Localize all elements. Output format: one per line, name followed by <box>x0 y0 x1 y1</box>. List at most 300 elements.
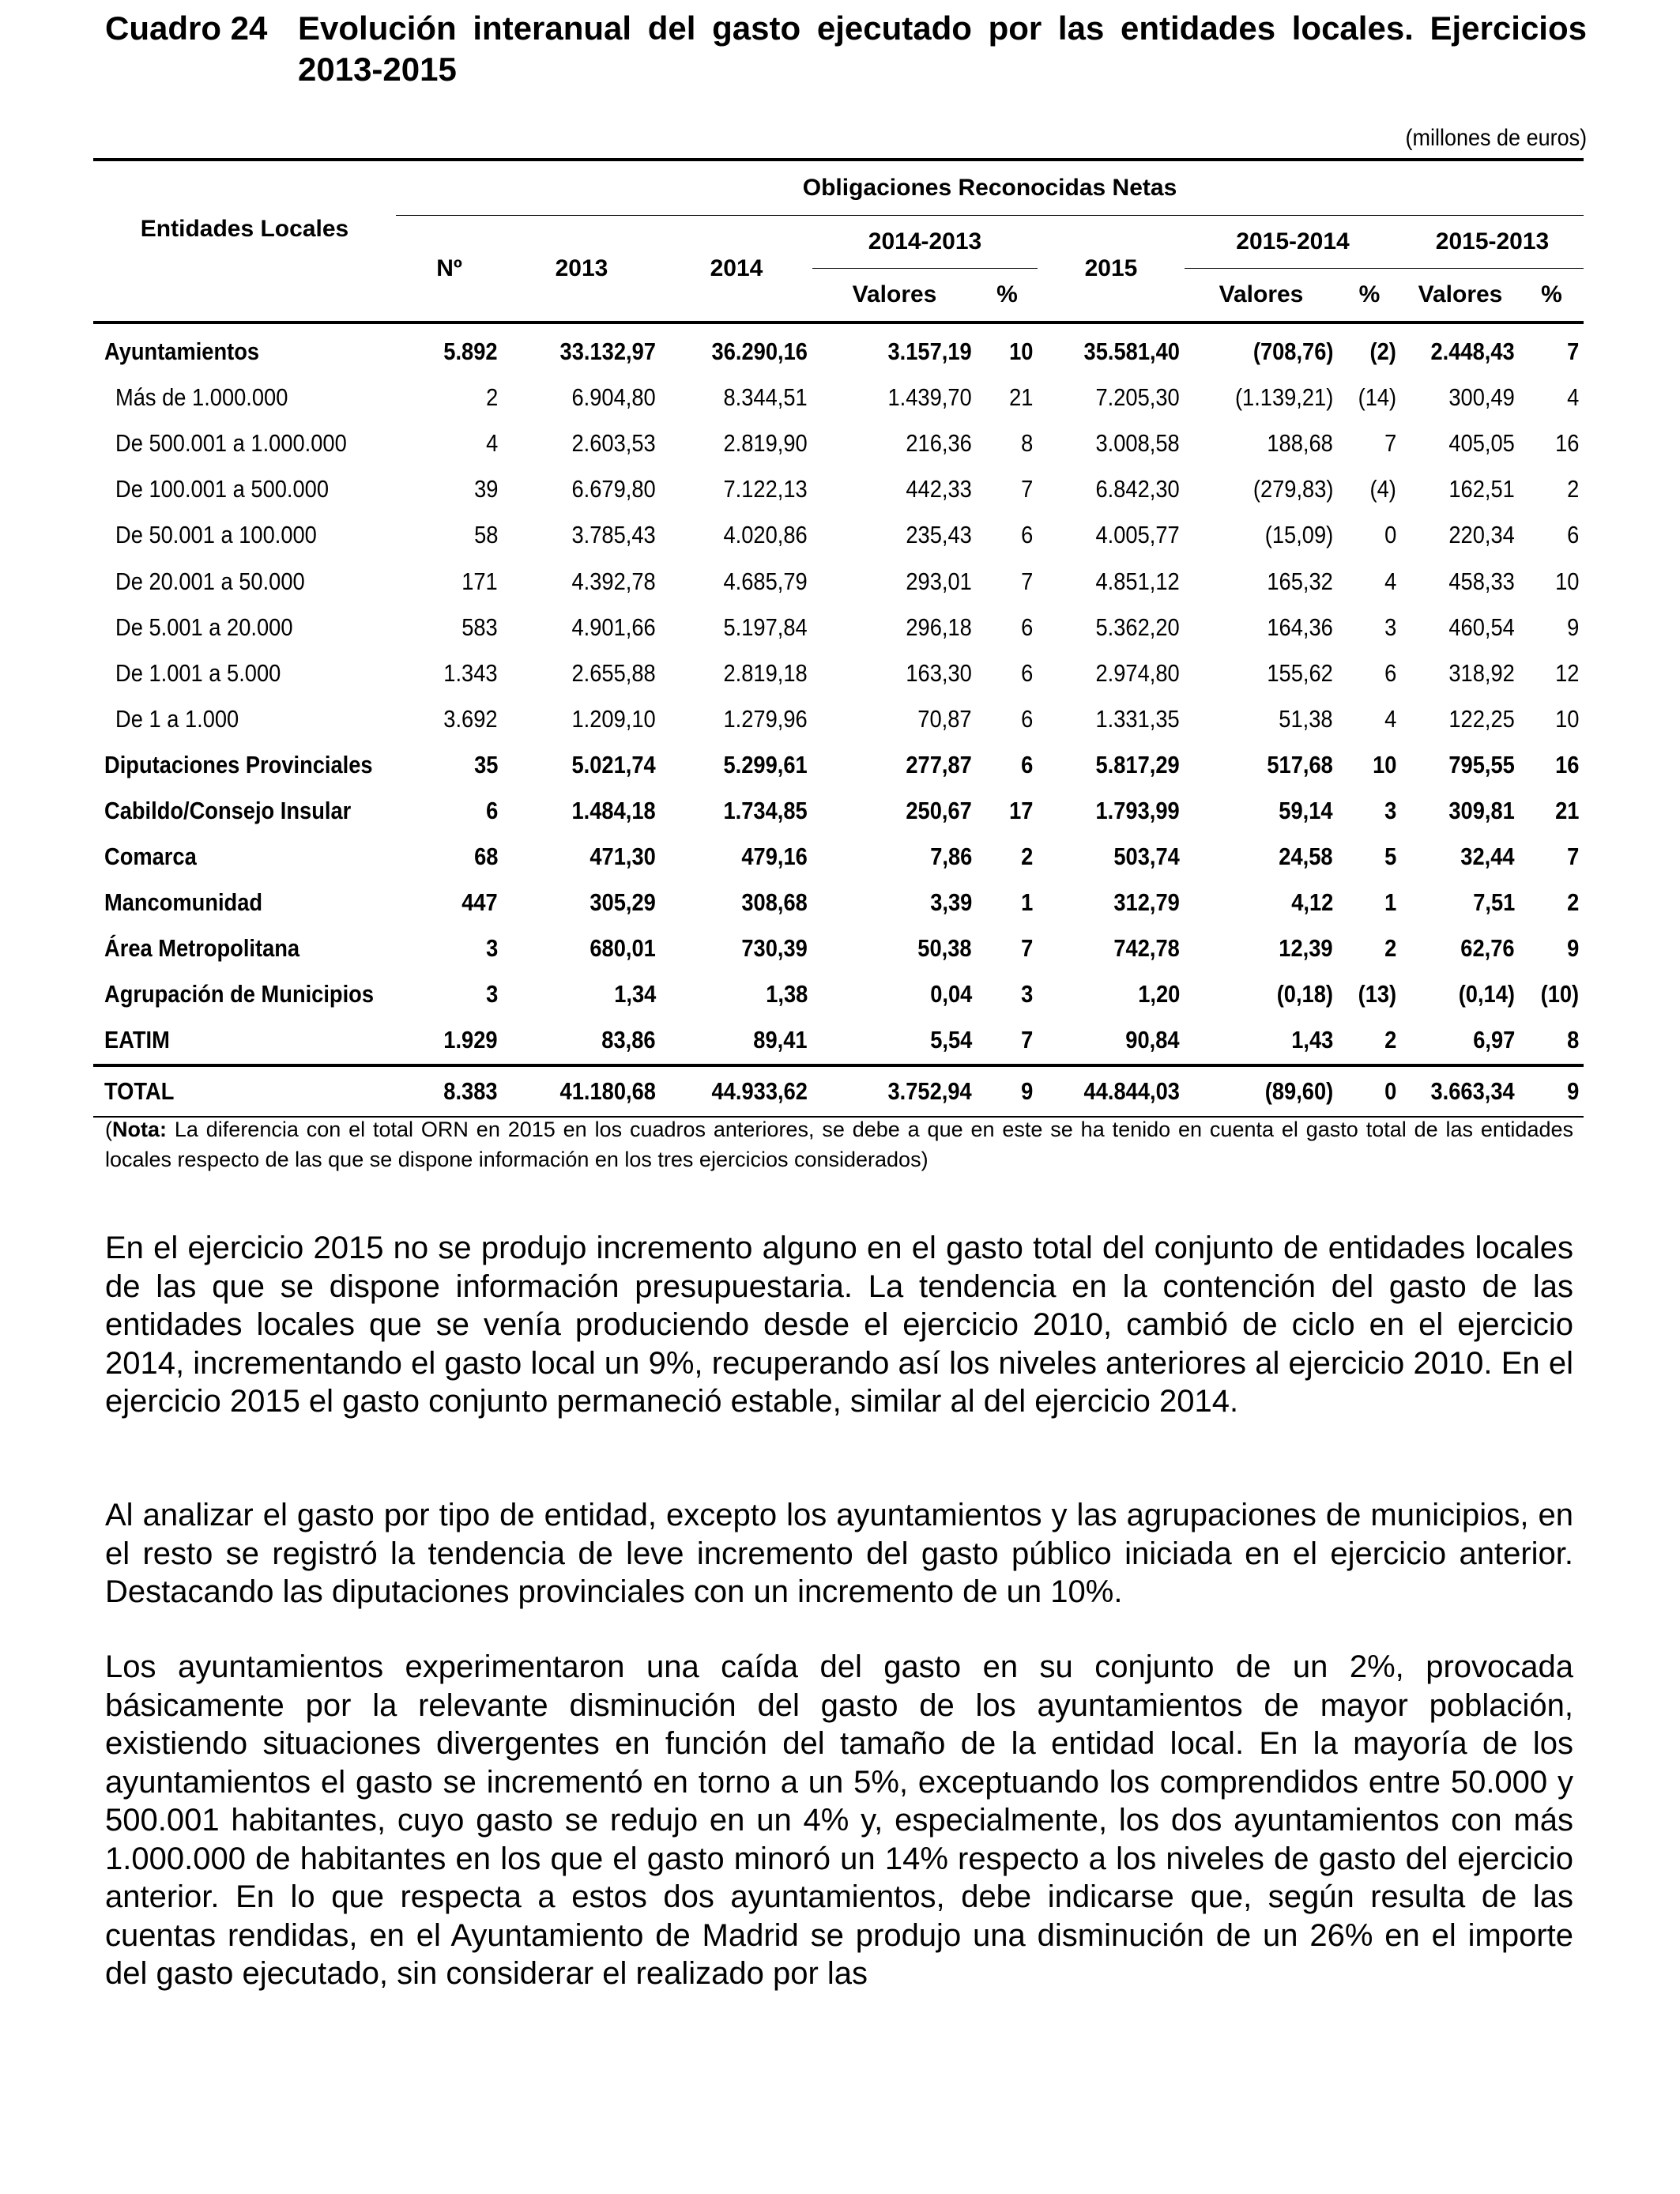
cell-n <box>396 375 503 420</box>
cell-p1 <box>977 971 1038 1017</box>
row-entity-name <box>93 466 396 512</box>
header-diff-2014-2013: 2014-2013 <box>812 216 1038 269</box>
cell-value: (0,14) <box>1458 980 1515 1008</box>
table-row <box>93 466 1584 512</box>
cell-value: 10 <box>1008 337 1033 366</box>
row-entity-name <box>93 322 396 375</box>
cell-y2013 <box>503 696 661 742</box>
cell-v1 <box>812 925 977 971</box>
cell-value: 7 <box>1020 475 1033 503</box>
cell-n <box>396 742 503 788</box>
table-row <box>93 650 1584 696</box>
cell-y2015 <box>1038 512 1185 558</box>
cell-y2015 <box>1038 1065 1185 1117</box>
cell-v2 <box>1185 605 1338 650</box>
cell-p2 <box>1338 375 1401 420</box>
cell-value: 41.180,68 <box>559 1076 656 1105</box>
cell-value: 0 <box>1384 521 1396 549</box>
cell-value: 6 <box>1566 521 1580 549</box>
cell-v3 <box>1401 1017 1520 1065</box>
table-row <box>93 742 1584 788</box>
cell-y2015 <box>1038 834 1185 880</box>
cell-value: 5.362,20 <box>1095 613 1180 641</box>
cell-value: 7.122,13 <box>723 475 808 503</box>
cell-value: (13) <box>1358 980 1396 1008</box>
cell-value: 1,34 <box>613 980 656 1008</box>
table-row <box>93 558 1584 604</box>
cell-v2 <box>1185 834 1338 880</box>
cell-value: 68 <box>473 843 498 871</box>
cell-v1 <box>812 742 977 788</box>
cell-p3 <box>1520 466 1584 512</box>
cell-y2015 <box>1038 788 1185 834</box>
cell-value: 442,33 <box>906 475 972 503</box>
table-note <box>105 1114 1573 1174</box>
cell-value: 1.484,18 <box>571 796 656 824</box>
row-entity-name <box>93 1017 396 1065</box>
cell-y2014 <box>661 512 812 558</box>
cell-p3 <box>1520 558 1584 604</box>
cell-p1 <box>977 1017 1038 1065</box>
cell-v2 <box>1185 696 1338 742</box>
cell-value: 24,58 <box>1279 843 1333 871</box>
cell-value: 164,36 <box>1267 613 1333 641</box>
cell-p1 <box>977 512 1038 558</box>
cell-value: 4.005,77 <box>1095 521 1180 549</box>
cell-y2014 <box>661 925 812 971</box>
cell-value: 3 <box>1384 613 1396 641</box>
cell-value: 9 <box>1566 613 1580 641</box>
cell-value: 2 <box>1020 843 1033 871</box>
cell-v3 <box>1401 742 1520 788</box>
cell-value: (10) <box>1540 980 1580 1008</box>
cell-value: 3.692 <box>443 704 498 733</box>
cell-p3 <box>1520 834 1584 880</box>
cell-value: 2 <box>1384 934 1396 963</box>
table-row <box>93 696 1584 742</box>
header-pct: % <box>1338 269 1401 323</box>
header-n: Nº <box>396 216 503 323</box>
cell-v2 <box>1185 650 1338 696</box>
cell-p2 <box>1338 834 1401 880</box>
cell-p1 <box>977 925 1038 971</box>
table-row <box>93 1017 1584 1065</box>
cell-v1 <box>812 466 977 512</box>
cell-v2 <box>1185 322 1338 375</box>
note-text: La diferencia con el total ORN en 2015 en los cuadros anteriores, se debe a que en este se ha tenido en cuenta el gasto total de las entidades locales respecto de las que se dispone información en los tres ejercicios considerados) <box>105 1118 1573 1171</box>
cell-p2 <box>1338 880 1401 925</box>
row-entity-name <box>93 742 396 788</box>
cell-value: 6.679,80 <box>571 475 656 503</box>
units-label: (millones de euros) <box>1405 125 1587 151</box>
cell-value: 0,04 <box>929 980 972 1008</box>
cell-value: 8 <box>1566 1026 1580 1054</box>
cell-value: 122,25 <box>1448 704 1515 733</box>
cell-v3 <box>1401 375 1520 420</box>
cell-value: 10 <box>1554 704 1580 733</box>
row-entity-label: De 50.001 a 100.000 <box>115 521 317 549</box>
cell-value: 300,49 <box>1448 383 1515 412</box>
paragraph-2: Al analizar el gasto por tipo de entidad, excepto los ayuntamientos y las agrupaciones de municipios, en el resto se registró la tendencia de leve incremento del gasto público iniciada en el ejercicio anterior. Destacando las diputaciones provinciales con un incremento de un 10%. <box>105 1498 1573 1609</box>
cell-n <box>396 420 503 466</box>
cell-p1 <box>977 322 1038 375</box>
cell-value: 32,44 <box>1460 843 1515 871</box>
cell-p3 <box>1520 880 1584 925</box>
cell-value: 220,34 <box>1448 521 1515 549</box>
cell-v1 <box>812 322 977 375</box>
cell-v2 <box>1185 558 1338 604</box>
cell-p3 <box>1520 650 1584 696</box>
cell-value: 1 <box>1384 888 1396 917</box>
cell-n <box>396 834 503 880</box>
cell-value: 9 <box>1020 1076 1033 1105</box>
cell-v1 <box>812 420 977 466</box>
row-entity-name <box>93 375 396 420</box>
cell-y2013 <box>503 512 661 558</box>
cell-value: 4 <box>1566 383 1580 412</box>
cell-v3 <box>1401 880 1520 925</box>
cell-value: 10 <box>1372 750 1396 778</box>
cell-y2013 <box>503 788 661 834</box>
cell-value: 5,54 <box>929 1026 972 1054</box>
cell-p1 <box>977 558 1038 604</box>
cell-value: 4,12 <box>1290 888 1333 917</box>
cell-n <box>396 322 503 375</box>
cell-value: 4 <box>485 429 498 458</box>
row-entity-name <box>93 880 396 925</box>
cell-value: 7,86 <box>929 843 972 871</box>
cell-value: 5.299,61 <box>723 750 808 778</box>
table-header <box>93 160 1584 322</box>
cell-y2014 <box>661 420 812 466</box>
row-entity-label: TOTAL <box>104 1076 175 1105</box>
cell-value: (708,76) <box>1252 337 1333 366</box>
cell-value: 1.209,10 <box>571 704 656 733</box>
header-2015: 2015 <box>1038 216 1185 323</box>
header-valores: Valores <box>1401 269 1520 323</box>
row-entity-label: Comarca <box>104 843 197 871</box>
cell-y2014 <box>661 1017 812 1065</box>
cell-n <box>396 880 503 925</box>
cell-value: 308,68 <box>741 888 808 917</box>
cell-p2 <box>1338 971 1401 1017</box>
cell-y2014 <box>661 788 812 834</box>
header-pct: % <box>1520 269 1584 323</box>
cell-value: 458,33 <box>1448 567 1515 595</box>
cell-p3 <box>1520 788 1584 834</box>
cell-value: (2) <box>1369 337 1396 366</box>
cell-y2013 <box>503 605 661 650</box>
table-caption <box>105 8 1587 90</box>
cell-y2015 <box>1038 420 1185 466</box>
cell-value: 50,38 <box>917 934 972 963</box>
table-row <box>93 925 1584 971</box>
cell-n <box>396 650 503 696</box>
cell-v2 <box>1185 512 1338 558</box>
paragraph-1: En el ejercicio 2015 no se produjo incremento alguno en el gasto total del conjunto de entidades locales de las que se dispone información presupuestaria. La tendencia en la contención del gasto de las entidades locales que se venía produciendo desde el ejercicio 2010, cambió de ciclo en el ejercicio 2014, incrementando el gasto local un 9%, recuperando así los niveles anteriores al ejercicio 2010. En el ejercicio 2015 el gasto conjunto permaneció estable, similar al del ejercicio 2014. <box>105 1231 1573 1419</box>
cell-n <box>396 558 503 604</box>
row-entity-label: De 5.001 a 20.000 <box>115 613 293 641</box>
cell-value: 6 <box>485 796 498 824</box>
cell-value: 309,81 <box>1448 796 1515 824</box>
cell-p2 <box>1338 1065 1401 1117</box>
cell-y2015 <box>1038 605 1185 650</box>
cell-v1 <box>812 971 977 1017</box>
cell-value: 2 <box>485 383 498 412</box>
cell-y2013 <box>503 925 661 971</box>
cell-value: 1.343 <box>443 658 498 687</box>
cell-v2 <box>1185 880 1338 925</box>
cell-p2 <box>1338 605 1401 650</box>
cell-p2 <box>1338 322 1401 375</box>
cell-v1 <box>812 788 977 834</box>
cell-value: 1,20 <box>1137 980 1180 1008</box>
cell-y2014 <box>661 880 812 925</box>
cell-value: 6 <box>1020 521 1033 549</box>
row-entity-label: Mancomunidad <box>104 888 263 917</box>
cell-value: 503,74 <box>1113 843 1180 871</box>
cell-n <box>396 466 503 512</box>
cell-value: 8.344,51 <box>723 383 808 412</box>
cell-y2013 <box>503 650 661 696</box>
cell-value: 1.734,85 <box>723 796 808 824</box>
cell-value: 6.842,30 <box>1095 475 1180 503</box>
cell-v3 <box>1401 788 1520 834</box>
note-open: ( <box>105 1118 112 1141</box>
cell-value: 1,38 <box>765 980 808 1008</box>
cell-y2013 <box>503 834 661 880</box>
header-entity: Entidades Locales <box>93 160 396 322</box>
cell-y2015 <box>1038 558 1185 604</box>
cell-value: 3 <box>1384 796 1396 824</box>
cell-value: 5.197,84 <box>723 613 808 641</box>
cell-value: 293,01 <box>906 567 972 595</box>
cell-value: 4.851,12 <box>1095 567 1180 595</box>
cell-p3 <box>1520 1017 1584 1065</box>
cell-v2 <box>1185 466 1338 512</box>
cell-value: 2.655,88 <box>571 658 656 687</box>
cell-value: 3 <box>1020 980 1033 1008</box>
cell-value: 1.331,35 <box>1095 704 1180 733</box>
cell-value: 2 <box>1384 1026 1396 1054</box>
cell-value: 155,62 <box>1267 658 1333 687</box>
row-entity-label: Diputaciones Provinciales <box>104 750 373 778</box>
cell-value: 3 <box>485 980 498 1008</box>
cell-value: 7,51 <box>1472 888 1515 917</box>
cell-p2 <box>1338 420 1401 466</box>
header-diff-2015-2013: 2015-2013 <box>1401 216 1584 269</box>
row-entity-label: De 500.001 a 1.000.000 <box>115 429 347 458</box>
cell-v3 <box>1401 466 1520 512</box>
cell-value: 1.439,70 <box>887 383 972 412</box>
cell-p1 <box>977 420 1038 466</box>
cell-y2015 <box>1038 466 1185 512</box>
table-row <box>93 322 1584 375</box>
cell-value: 4.392,78 <box>571 567 656 595</box>
cell-p3 <box>1520 742 1584 788</box>
cell-p2 <box>1338 558 1401 604</box>
cell-value: 2.603,53 <box>571 429 656 458</box>
row-entity-name <box>93 558 396 604</box>
cell-value: 1.929 <box>443 1026 498 1054</box>
cell-y2014 <box>661 605 812 650</box>
cell-v2 <box>1185 742 1338 788</box>
cell-value: 583 <box>461 613 498 641</box>
cell-v1 <box>812 650 977 696</box>
cell-value: 2 <box>1566 888 1580 917</box>
cell-y2015 <box>1038 375 1185 420</box>
cell-value: (15,09) <box>1264 521 1333 549</box>
note-label: Nota: <box>112 1118 167 1141</box>
cell-v1 <box>812 605 977 650</box>
cell-value: 7 <box>1566 337 1580 366</box>
row-entity-label: EATIM <box>104 1026 170 1054</box>
cell-y2014 <box>661 1065 812 1117</box>
cell-y2015 <box>1038 880 1185 925</box>
cell-p3 <box>1520 971 1584 1017</box>
cell-y2014 <box>661 322 812 375</box>
cell-value: 36.290,16 <box>711 337 808 366</box>
row-entity-label: Ayuntamientos <box>104 337 260 366</box>
cell-value: 277,87 <box>906 750 972 778</box>
cell-v1 <box>812 1017 977 1065</box>
table-row <box>93 375 1584 420</box>
cell-p2 <box>1338 512 1401 558</box>
cell-value: 165,32 <box>1267 567 1333 595</box>
cell-value: 2.819,90 <box>723 429 808 458</box>
cell-y2013 <box>503 466 661 512</box>
row-entity-label: Más de 1.000.000 <box>115 383 288 412</box>
cell-p2 <box>1338 696 1401 742</box>
row-entity-name <box>93 834 396 880</box>
table-row <box>93 512 1584 558</box>
cell-value: 479,16 <box>741 843 808 871</box>
cell-value: 2.974,80 <box>1095 658 1180 687</box>
cell-value: 517,68 <box>1267 750 1333 778</box>
table-body <box>93 322 1584 1117</box>
cell-value: 4 <box>1384 704 1396 733</box>
cell-y2013 <box>503 558 661 604</box>
cell-value: 6 <box>1384 658 1396 687</box>
cell-value: 2.448,43 <box>1430 337 1515 366</box>
header-2013: 2013 <box>503 216 661 323</box>
cell-value: 3.663,34 <box>1430 1076 1515 1105</box>
cell-value: 7 <box>1384 429 1396 458</box>
cell-value: 5.021,74 <box>571 750 656 778</box>
cell-value: 59,14 <box>1279 796 1333 824</box>
cell-p2 <box>1338 650 1401 696</box>
cell-value: 9 <box>1566 934 1580 963</box>
table-row <box>93 971 1584 1017</box>
row-entity-label: Área Metropolitana <box>104 934 300 963</box>
cell-y2013 <box>503 420 661 466</box>
cell-value: 44.933,62 <box>711 1076 808 1105</box>
cell-p3 <box>1520 696 1584 742</box>
cell-value: 235,43 <box>906 521 972 549</box>
header-diff-2015-2014: 2015-2014 <box>1185 216 1401 269</box>
cell-v1 <box>812 834 977 880</box>
cell-y2013 <box>503 971 661 1017</box>
cell-value: 318,92 <box>1448 658 1515 687</box>
cell-y2015 <box>1038 971 1185 1017</box>
row-entity-name <box>93 925 396 971</box>
cell-value: (0,18) <box>1276 980 1333 1008</box>
cell-value: 7.205,30 <box>1095 383 1180 412</box>
cell-value: 7 <box>1020 934 1033 963</box>
cell-value: (279,83) <box>1252 475 1333 503</box>
cell-v3 <box>1401 650 1520 696</box>
cell-y2014 <box>661 834 812 880</box>
row-entity-label: De 1.001 a 5.000 <box>115 658 281 687</box>
cell-value: 7 <box>1566 843 1580 871</box>
cell-v1 <box>812 1065 977 1117</box>
cell-p2 <box>1338 788 1401 834</box>
cell-value: 10 <box>1554 567 1580 595</box>
cell-y2013 <box>503 1065 661 1117</box>
caption-number: Cuadro 24 <box>105 9 268 47</box>
cell-value: 6 <box>1020 613 1033 641</box>
cell-y2015 <box>1038 696 1185 742</box>
cell-value: 33.132,97 <box>559 337 656 366</box>
cell-v3 <box>1401 322 1520 375</box>
cell-value: 188,68 <box>1267 429 1333 458</box>
cell-value: 89,41 <box>753 1026 808 1054</box>
table-row <box>93 420 1584 466</box>
cell-y2014 <box>661 742 812 788</box>
cell-value: 44.844,03 <box>1083 1076 1180 1105</box>
cell-value: 35 <box>473 750 498 778</box>
cell-p1 <box>977 742 1038 788</box>
cell-value: 6 <box>1020 704 1033 733</box>
cell-y2015 <box>1038 650 1185 696</box>
cell-v3 <box>1401 512 1520 558</box>
table-row <box>93 880 1584 925</box>
cell-y2014 <box>661 466 812 512</box>
cell-value: 4 <box>1384 567 1396 595</box>
cell-p3 <box>1520 322 1584 375</box>
cell-value: 39 <box>473 475 498 503</box>
cell-n <box>396 925 503 971</box>
cell-v3 <box>1401 420 1520 466</box>
cell-p2 <box>1338 466 1401 512</box>
cell-p3 <box>1520 1065 1584 1117</box>
row-entity-name <box>93 650 396 696</box>
cell-y2013 <box>503 1017 661 1065</box>
cell-y2014 <box>661 650 812 696</box>
caption-title: Evolución interanual del gasto ejecutado por las entidades locales. Ejercicios 2013-2015 <box>298 9 1587 88</box>
cell-v3 <box>1401 971 1520 1017</box>
cell-value: 296,18 <box>906 613 972 641</box>
cell-y2013 <box>503 742 661 788</box>
cell-value: 7 <box>1020 567 1033 595</box>
cell-value: 90,84 <box>1125 1026 1180 1054</box>
cell-value: 312,79 <box>1113 888 1180 917</box>
cell-value: 3 <box>485 934 498 963</box>
cell-y2014 <box>661 558 812 604</box>
row-entity-name <box>93 420 396 466</box>
cell-value: 21 <box>1554 796 1580 824</box>
cell-value: 1.793,99 <box>1095 796 1180 824</box>
row-entity-name <box>93 512 396 558</box>
cell-v2 <box>1185 1065 1338 1117</box>
cell-y2015 <box>1038 925 1185 971</box>
cell-y2015 <box>1038 322 1185 375</box>
cell-v2 <box>1185 375 1338 420</box>
cell-value: 3,39 <box>929 888 972 917</box>
cell-value: (14) <box>1358 383 1396 412</box>
cell-value: 0 <box>1384 1076 1396 1105</box>
cell-value: 4.020,86 <box>723 521 808 549</box>
